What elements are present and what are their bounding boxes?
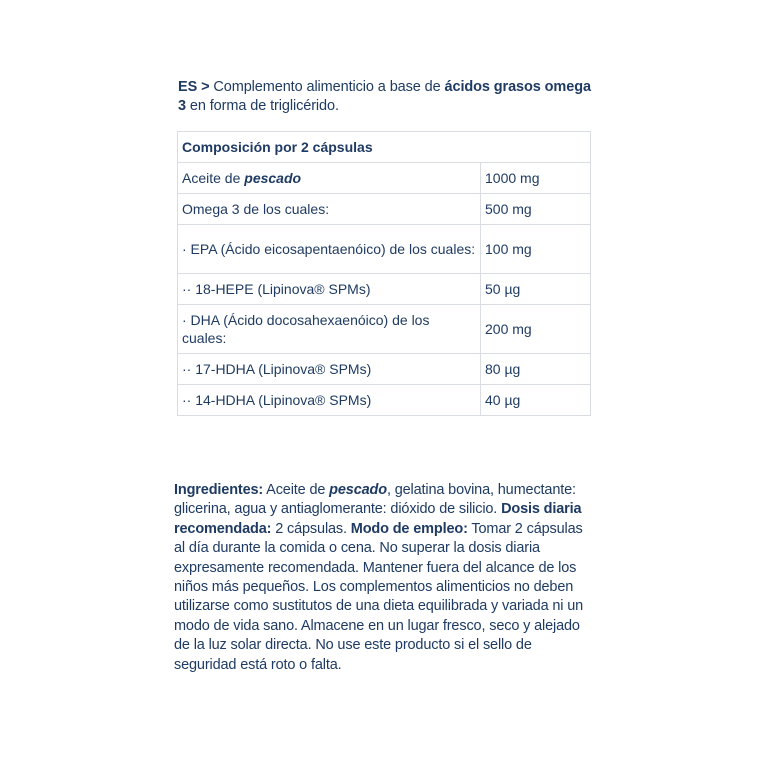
row-value: 50 µg bbox=[481, 274, 591, 305]
composition-table bbox=[177, 131, 591, 416]
table-header: Composición por 2 cápsulas bbox=[178, 132, 591, 163]
row-value: 500 mg bbox=[481, 194, 591, 225]
table-row bbox=[178, 163, 591, 194]
table-row bbox=[178, 194, 591, 225]
row-label: ·· 18-HEPE (Lipinova® SPMs) bbox=[178, 274, 481, 305]
table-header-row bbox=[178, 132, 591, 163]
ingredients-paragraph bbox=[174, 481, 590, 675]
language-tag: ES > bbox=[178, 79, 210, 95]
row-label bbox=[178, 163, 481, 194]
row-value: 200 mg bbox=[481, 305, 591, 354]
row-value: 80 µg bbox=[481, 354, 591, 385]
row-value: 40 µg bbox=[481, 385, 591, 416]
intro-bold-text: ácidos grasos omega 3 bbox=[178, 79, 591, 114]
usage-text: Tomar 2 cápsulas al día durante la comida o cena. No superar la dosis diaria expresamente recomendada. Mantener fuera del alcance de los niños más pequeños. Los complementos alimenticios no deben utilizarse como sustitutos de una dieta equilibrada y variada ni un modo de vida sano. Almacene en un lugar fresco, seco y alejado de la luz solar directa. No use este producto si el sello de seguridad está roto o falta. bbox=[174, 520, 584, 673]
table-row bbox=[178, 385, 591, 416]
row-label: ·· 14-HDHA (Lipinova® SPMs) bbox=[178, 385, 481, 416]
table-row bbox=[178, 354, 591, 385]
intro-text-before: Complemento alimenticio a base de bbox=[209, 79, 445, 95]
row-value: 100 mg bbox=[481, 225, 591, 274]
intro-text-after: en forma de triglicérido. bbox=[185, 98, 339, 114]
row-label: Omega 3 de los cuales: bbox=[178, 194, 481, 225]
table-row bbox=[178, 305, 591, 354]
ingredients-text-post: , gelatina bovina, humectante: glicerina, agua y antiaglomerante: dióxido de silicio. bbox=[174, 482, 576, 518]
intro-text bbox=[178, 78, 598, 116]
row-label-text: Aceite de bbox=[182, 170, 245, 186]
row-value: 1000 mg bbox=[481, 163, 591, 194]
table-row bbox=[178, 225, 591, 274]
row-label: ·· 17-HDHA (Lipinova® SPMs) bbox=[178, 354, 481, 385]
dose-text: 2 cápsulas. bbox=[271, 520, 351, 537]
ingredients-text-pre: Aceite de bbox=[263, 482, 330, 498]
ingredients-emphasis: pescado bbox=[329, 482, 387, 498]
row-label-emphasis: pescado bbox=[244, 170, 302, 186]
ingredients-label: Ingredientes: bbox=[174, 482, 264, 498]
usage-label: Modo de empleo: bbox=[350, 520, 468, 537]
row-label: · DHA (Ácido docosahexaenóico) de los cuales: bbox=[178, 305, 481, 354]
table-row bbox=[178, 274, 591, 305]
row-label: · EPA (Ácido eicosapentaenóico) de los cuales: bbox=[178, 225, 481, 274]
dose-label: Dosis diaria recomendada: bbox=[174, 501, 582, 537]
